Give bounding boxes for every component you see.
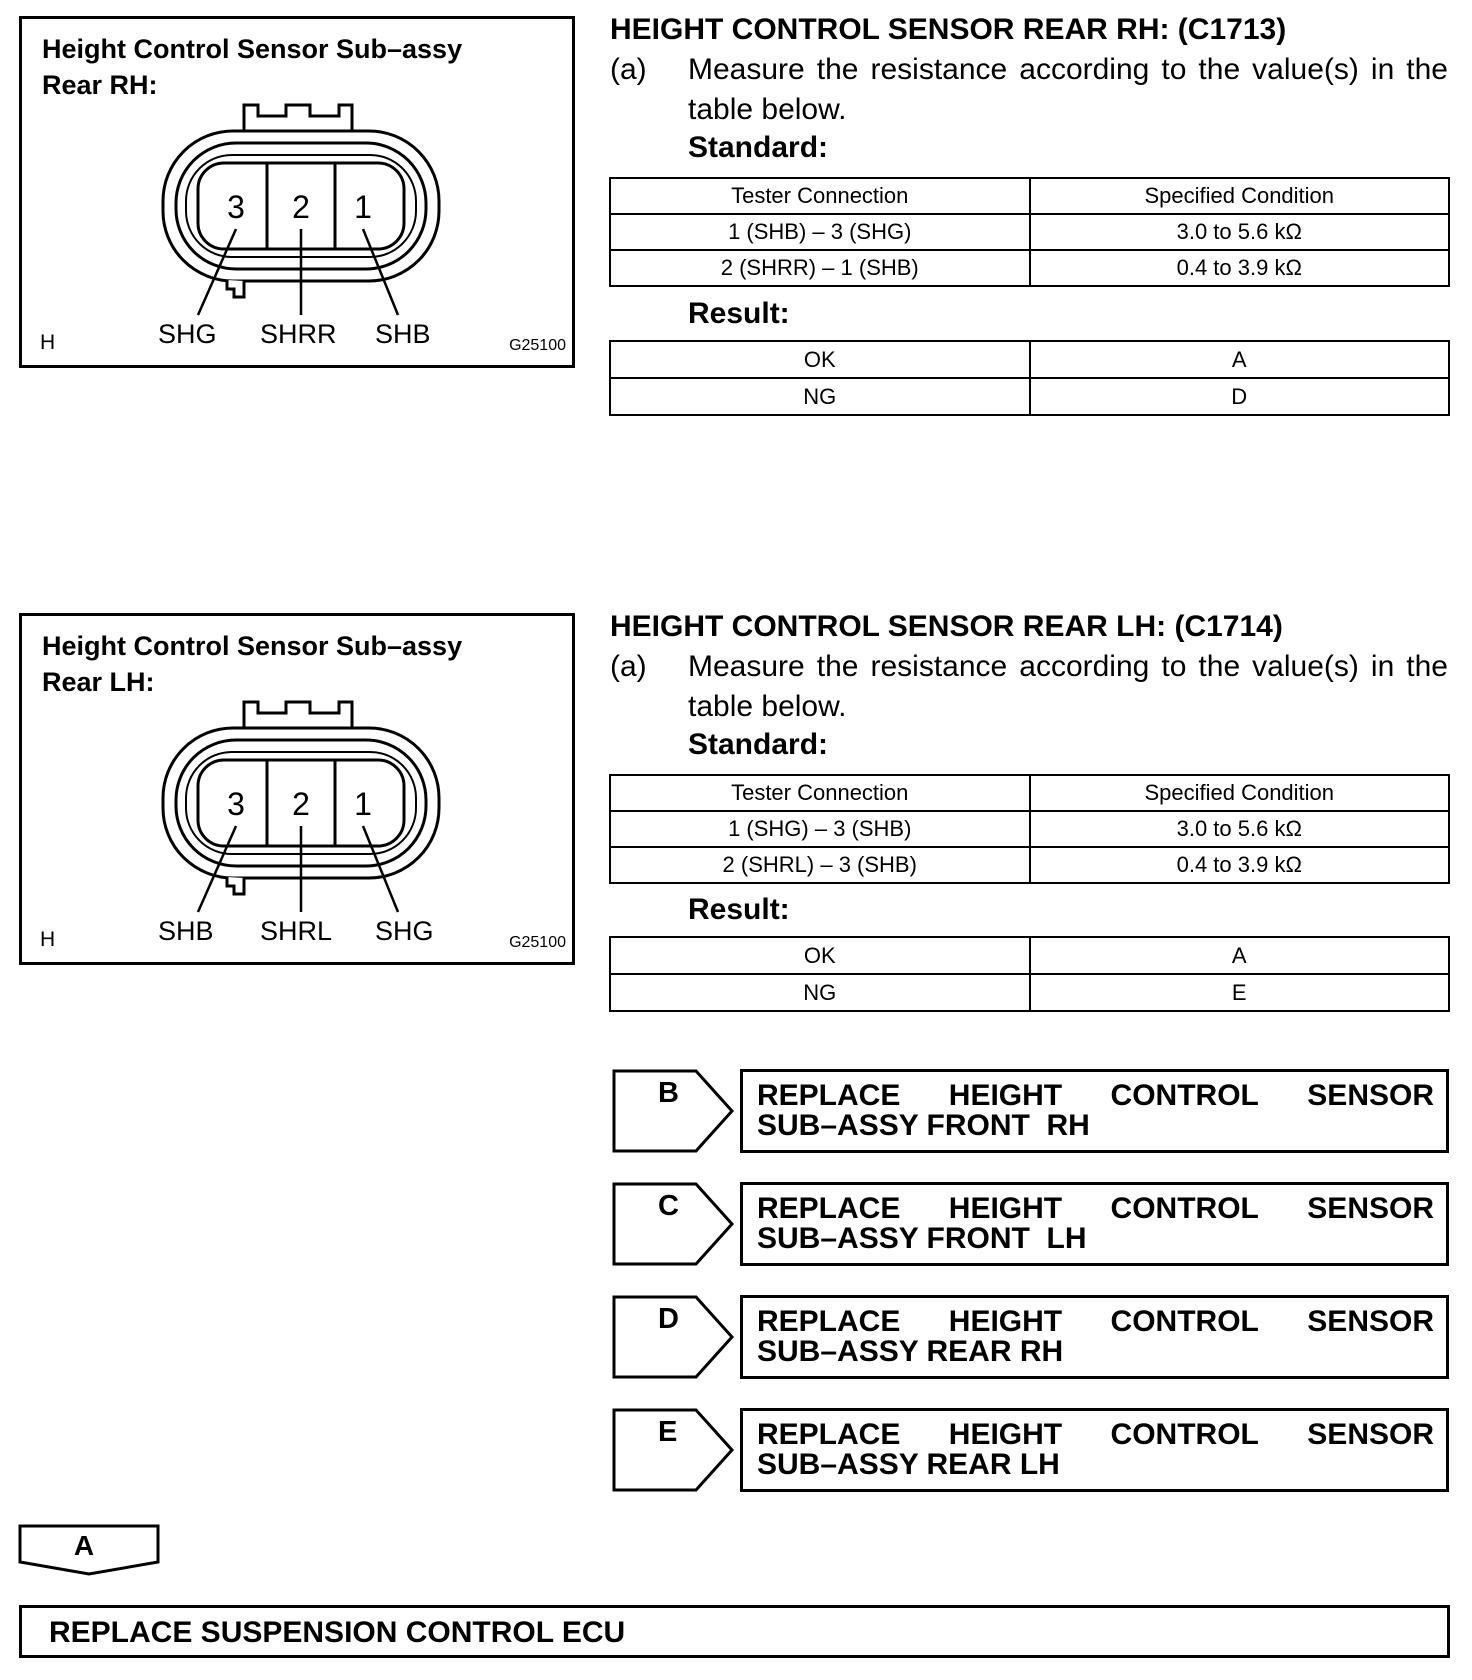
figure-code: G25100 <box>509 337 566 354</box>
figure-code: G25100 <box>509 934 566 951</box>
signal-label-shrr: SHRR <box>260 319 337 349</box>
instruction-word: REPLACE <box>757 1192 901 1225</box>
replace-step-d <box>612 1295 1449 1379</box>
signal-label-shg: SHG <box>158 319 217 349</box>
instruction-line2: SUB–ASSY REAR RH <box>757 1335 1064 1368</box>
table-row <box>610 974 1449 1011</box>
replace-instruction-box <box>740 1182 1449 1266</box>
pin-3-label: 3 <box>227 189 245 225</box>
replace-step-e <box>612 1408 1449 1492</box>
table-cell: 2 (SHRR) – 1 (SHB) <box>610 250 1030 286</box>
instruction-word: CONTROL <box>1110 1079 1259 1112</box>
table-cell: 1 (SHB) – 3 (SHG) <box>610 214 1030 250</box>
instruction-line1 <box>757 1193 1434 1225</box>
table-cell: 2 (SHRL) – 3 (SHB) <box>610 847 1030 883</box>
figure-title-line2: Rear LH: <box>42 667 155 697</box>
instruction-word: HEIGHT <box>948 1305 1063 1338</box>
figure-title-line2: Rear RH: <box>42 70 158 100</box>
table-cell: 0.4 to 3.9 kΩ <box>1030 250 1450 286</box>
standard-label: Standard: <box>688 728 829 761</box>
step-text: Measure the resistance according to the value(s) in the table below. <box>688 650 1448 723</box>
table-cell: 3.0 to 5.6 kΩ <box>1030 811 1450 847</box>
pin-2-label: 2 <box>292 786 310 822</box>
signal-label-shg: SHG <box>375 916 434 946</box>
table-row <box>610 378 1449 415</box>
table-cell: A <box>1030 341 1450 378</box>
table-header-cell: Tester Connection <box>610 178 1030 214</box>
pin-1-label: 1 <box>354 786 372 822</box>
table-cell: 1 (SHG) – 3 (SHB) <box>610 811 1030 847</box>
table-header-cell: Tester Connection <box>610 775 1030 811</box>
standard-label: Standard: <box>688 131 829 164</box>
section-title-rear-lh: HEIGHT CONTROL SENSOR REAR LH: (C1714) <box>610 610 1283 643</box>
table-cell: NG <box>610 974 1030 1011</box>
table-cell: A <box>1030 937 1450 974</box>
replace-step-c <box>612 1182 1449 1266</box>
step-letter: E <box>658 1416 678 1448</box>
connector-figure-rear-lh <box>19 613 575 965</box>
table-cell: 0.4 to 3.9 kΩ <box>1030 847 1450 883</box>
instruction-line2: SUB–ASSY REAR LH <box>757 1448 1060 1481</box>
table-cell: E <box>1030 974 1450 1011</box>
figure-corner-letter: H <box>40 928 56 951</box>
instruction-word: CONTROL <box>1110 1305 1259 1338</box>
table-cell: NG <box>610 378 1030 415</box>
table-cell: D <box>1030 378 1450 415</box>
step-label: (a) <box>610 53 647 86</box>
table-header-row <box>610 178 1449 214</box>
instruction-word: SENSOR <box>1307 1305 1434 1338</box>
table-row <box>610 811 1449 847</box>
final-instruction-text: REPLACE SUSPENSION CONTROL ECU <box>49 1616 626 1649</box>
instruction-word: REPLACE <box>757 1079 901 1112</box>
instruction-word: SENSOR <box>1307 1192 1434 1225</box>
instruction-word: CONTROL <box>1110 1192 1259 1225</box>
instruction-word: HEIGHT <box>948 1192 1063 1225</box>
table-row <box>610 214 1449 250</box>
result-table <box>609 340 1450 416</box>
instruction-line1 <box>757 1080 1434 1112</box>
table-cell: 3.0 to 5.6 kΩ <box>1030 214 1450 250</box>
result-table <box>609 936 1450 1012</box>
connector-figure-rear-rh <box>19 16 575 368</box>
instruction-word: SENSOR <box>1307 1418 1434 1451</box>
table-cell: OK <box>610 937 1030 974</box>
replace-instruction-box <box>740 1295 1449 1379</box>
step-text: Measure the resistance according to the value(s) in the table below. <box>688 53 1448 126</box>
instruction-line2: SUB–ASSY FRONT RH <box>757 1109 1090 1142</box>
standard-table <box>609 177 1450 287</box>
signal-label-shb: SHB <box>158 916 214 946</box>
figure-corner-letter: H <box>40 331 56 354</box>
instruction-word: CONTROL <box>1110 1418 1259 1451</box>
replace-instruction-box <box>740 1069 1449 1153</box>
pin-2-label: 2 <box>292 189 310 225</box>
table-row <box>610 847 1449 883</box>
instruction-line1 <box>757 1306 1434 1338</box>
table-header-cell: Specified Condition <box>1030 775 1450 811</box>
pin-3-label: 3 <box>227 786 245 822</box>
instruction-word: HEIGHT <box>948 1418 1063 1451</box>
signal-label-shb: SHB <box>375 319 431 349</box>
final-instruction-box <box>19 1605 1450 1658</box>
pin-1-label: 1 <box>354 189 372 225</box>
figure-title-line1: Height Control Sensor Sub–assy <box>42 631 463 661</box>
table-cell: OK <box>610 341 1030 378</box>
instruction-word: REPLACE <box>757 1418 901 1451</box>
instruction-word: REPLACE <box>757 1305 901 1338</box>
step-letter: B <box>658 1077 679 1109</box>
table-row <box>610 250 1449 286</box>
instruction-word: SENSOR <box>1307 1079 1434 1112</box>
standard-table <box>609 774 1450 884</box>
figure-title-line1: Height Control Sensor Sub–assy <box>42 34 463 64</box>
result-label: Result: <box>688 297 790 330</box>
instruction-line2: SUB–ASSY FRONT LH <box>757 1222 1087 1255</box>
step-label: (a) <box>610 650 647 683</box>
section-title-rear-rh: HEIGHT CONTROL SENSOR REAR RH: (C1713) <box>610 13 1287 46</box>
step-letter: D <box>658 1303 679 1335</box>
step-letter: C <box>658 1190 679 1222</box>
instruction-word: HEIGHT <box>948 1079 1063 1112</box>
instruction-line1 <box>757 1419 1434 1451</box>
replace-instruction-box <box>740 1408 1449 1492</box>
replace-step-b <box>612 1069 1449 1153</box>
table-row <box>610 341 1449 378</box>
table-header-cell: Specified Condition <box>1030 178 1450 214</box>
table-header-row <box>610 775 1449 811</box>
result-label: Result: <box>688 893 790 926</box>
table-row <box>610 937 1449 974</box>
step-letter: A <box>73 1530 95 1561</box>
signal-label-shrl: SHRL <box>260 916 333 946</box>
